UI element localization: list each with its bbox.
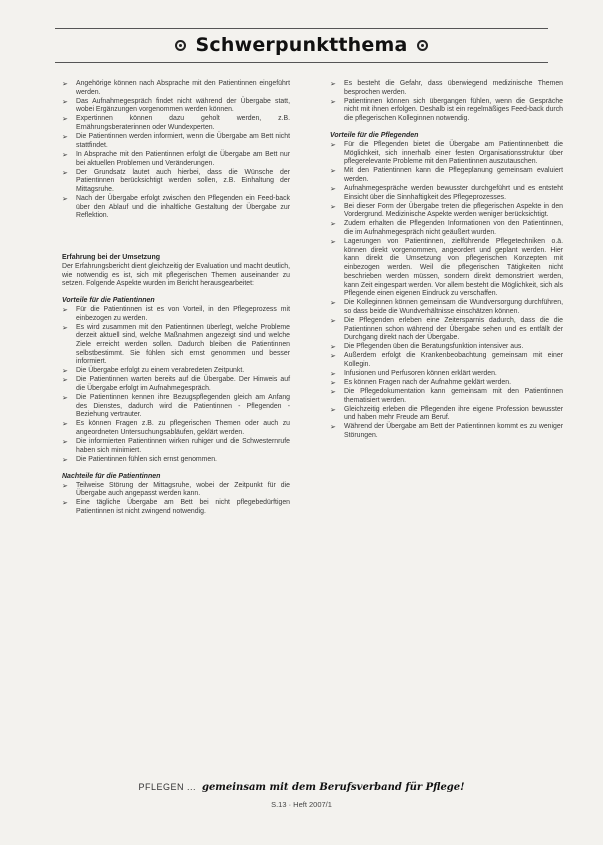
page-number: S.13 · Heft 2007/1 [271,800,332,809]
list-item: ➢ Der Grundsatz lautet auch hierbei, dass die Wünsche der Patientinnen berücksichtigt werden sollen, z.B. Einhaltung der Mittagsruhe. [62,169,290,195]
title-row [0,34,603,56]
list-item: ➢ Es können Fragen z.B. zu pflegerischen Themen oder auch zu angeordneten Untersuchungsabläufen, geklärt werden. [62,420,290,437]
list-item: ➢ Während der Übergabe am Bett der Patientinnen kommt es zu weniger Störungen. [330,423,563,440]
list-item: ➢ Expertinnen können dazu geholt werden, z.B. Ernährungsberaterinnen oder Wundexperten. [62,115,290,132]
list-item: ➢ Gleichzeitig erleben die Pflegenden ihre eigene Profession bewusster und haben mehr Freude am Beruf. [330,406,563,423]
list-item: ➢ Mit den Patientinnen kann die Pflegeplanung gemeinsam evaluiert werden. [330,167,563,184]
list-item: ➢ Aufnahmegespräche werden bewusster durchgeführt und es entsteht Einsicht über die Sinnhaftigkeit des Pflegeprozesses. [330,185,563,202]
list-item: ➢ Die Pflegedokumentation kann gemeinsam mit den Patientinnen thematisiert werden. [330,388,563,405]
list-item: ➢ Infusionen und Perfusoren können erklärt werden. [330,370,563,379]
list-item: ➢ Die Übergabe erfolgt zu einem verabredeten Zeitpunkt. [62,367,290,376]
list-item: ➢ Die Pflegenden erleben eine Zeitersparnis dadurch, dass die die Patientinnen schon während der Übergabe sehen und es entfällt der Durchgang direkt nach der Übergabe. [330,317,563,343]
header-rule-bottom [55,62,548,63]
header-rule-top [55,28,548,29]
section-heading: Nachteile für die Patientinnen [62,472,161,480]
target-icon [417,40,428,51]
list-item: ➢ Für die Patientinnen ist es von Vorteil, in den Pflegeprozess mit einbezogen zu werden. [62,306,290,323]
list-item: ➢ In Absprache mit den Patientinnen erfolgt die Übergabe am Bett nur bei aktuellen Problemen und Veränderungen. [62,151,290,168]
bullet-list [62,482,290,517]
footer-brand: PFLEGEN ... [138,782,196,792]
list-item: ➢ Zudem erhalten die Pflegenden Informationen von den Patientinnen, die im Aufnahmegespräch nicht geäußert wurden. [330,220,563,237]
list-item: ➢ Angehörige können nach Absprache mit den Patientinnen eingeführt werden. [62,80,290,97]
list-item: ➢ Für die Pflegenden bietet die Übergabe am Patientinnenbett die Möglichkeit, sich innerhalb einer festen Organisationsstruktur über pflegerelevante Probleme mit den Patientinnen auszutauschen. [330,141,563,167]
list-item: ➢ Die Kolleginnen können gemeinsam die Wundversorgung durchführen, so dass beide die Wundverhältnisse einschätzen können. [330,299,563,316]
list-item: ➢ Nach der Übergabe erfolgt zwischen den Pflegenden ein Feed-back über den Ablauf und die inhaltliche Gestaltung der Übergabe zur Reflektion. [62,195,290,221]
list-item: ➢ Die Patientinnen warten bereits auf die Übergabe. Der Hinweis auf die Übergabe erfolgt im Aufnahmegespräch. [62,376,290,393]
bullet-list [330,141,563,441]
list-item: ➢ Teilweise Störung der Mittagsruhe, wobei der Zeitpunkt für die Übergabe auch angepasst werden kann. [62,482,290,499]
bullet-list [62,80,290,221]
section-heading: Erfahrung bei der Umsetzung [62,254,161,262]
list-item: ➢ Patientinnen können sich übergangen fühlen, wenn die Gespräche nicht mit ihnen erfolgen. Deshalb ist ein regelmäßiges Feed-back durch die pflegerischen Kolleginnen notwendig. [330,98,563,124]
list-item: ➢ Es besteht die Gefahr, dass überwiegend medizinische Themen besprochen werden. [330,80,563,97]
bullet-list [62,306,290,465]
list-item: ➢ Die Patientinnen kennen ihre Bezugspflegenden gleich am Anfang des Dienstes, dadurch wird die Patientinnen - Pflegenden - Beziehung vertrauter. [62,394,290,420]
footer-slogan: gemeinsam mit dem Berufsverband für Pflege! [201,782,465,793]
list-item: ➢ Es können Fragen nach der Aufnahme geklärt werden. [330,379,563,388]
list-item: ➢ Es wird zusammen mit den Patientinnen überlegt, welche Probleme derzeit aktuell sind, welche Maßnahmen angezeigt sind und welche Ziele erreicht werden sollen. Dadurch bleiben die Patientinnen selbstbestimmt. Sie fühlen sich ernst genommen und besser informiert. [62,324,290,368]
list-item: ➢ Eine tägliche Übergabe am Bett bei nicht pflegebedürftigen Patientinnen ist nicht zwingend notwendig. [62,499,290,516]
footer [0,782,603,793]
left-column [62,80,290,517]
list-item: ➢ Bei dieser Form der Übergabe treten die pflegerischen Aspekte in den Vordergrund. Medizinische Aspekte werden weniger berücksichtigt. [330,203,563,220]
list-item: ➢ Lagerungen von Patientinnen, zielführende Pflegetechniken o.ä. können direkt vorgenommen, angeordert und geplant werden. Hier kann direkt die Umsetzung von pflegerischen Konzepten mit einbezogen werden. Weil die pflegerischen Tätigkeiten nicht beschrieben werden müssen, sondern direkt demonstriert werden, kann Zeit eingespart werden. Vor allem besteht die Möglichkeit, sich als Pflegende einen eigenen Eindruck zu verschaffen. [330,238,563,299]
list-item: ➢ Außerdem erfolgt die Krankenbeobachtung gemeinsam mit einer Kollegin. [330,352,563,369]
target-icon [175,40,186,51]
right-column [330,80,563,441]
list-item: ➢ Die informierten Patientinnen wirken ruhiger und die Schwesternrufe haben sich minimiert. [62,438,290,455]
page-title: Schwerpunktthema [195,34,408,56]
bullet-list [330,80,563,124]
paragraph: Der Erfahrungsbericht dient gleichzeitig der Evaluation und macht deutlich, wie notwendig es ist, sich mit pflegerischen Themen auseinander zu setzen. Folgende Aspekte wurden im Bericht herausgearbeitet: [62,263,290,288]
list-item: ➢ Das Aufnahmegespräch findet nicht während der Übergabe statt, wobei Ergänzungen vorgenommen werden können. [62,98,290,115]
section-heading: Vorteile für die Patientinnen [62,297,155,305]
list-item: ➢ Die Patientinnen werden informiert, wenn die Übergabe am Bett nicht stattfindet. [62,133,290,150]
list-item: ➢ Die Patientinnen fühlen sich ernst genommen. [62,456,290,465]
section-heading: Vorteile für die Pflegenden [330,132,419,140]
list-item: ➢ Die Pflegenden üben die Beratungsfunktion intensiver aus. [330,343,563,352]
